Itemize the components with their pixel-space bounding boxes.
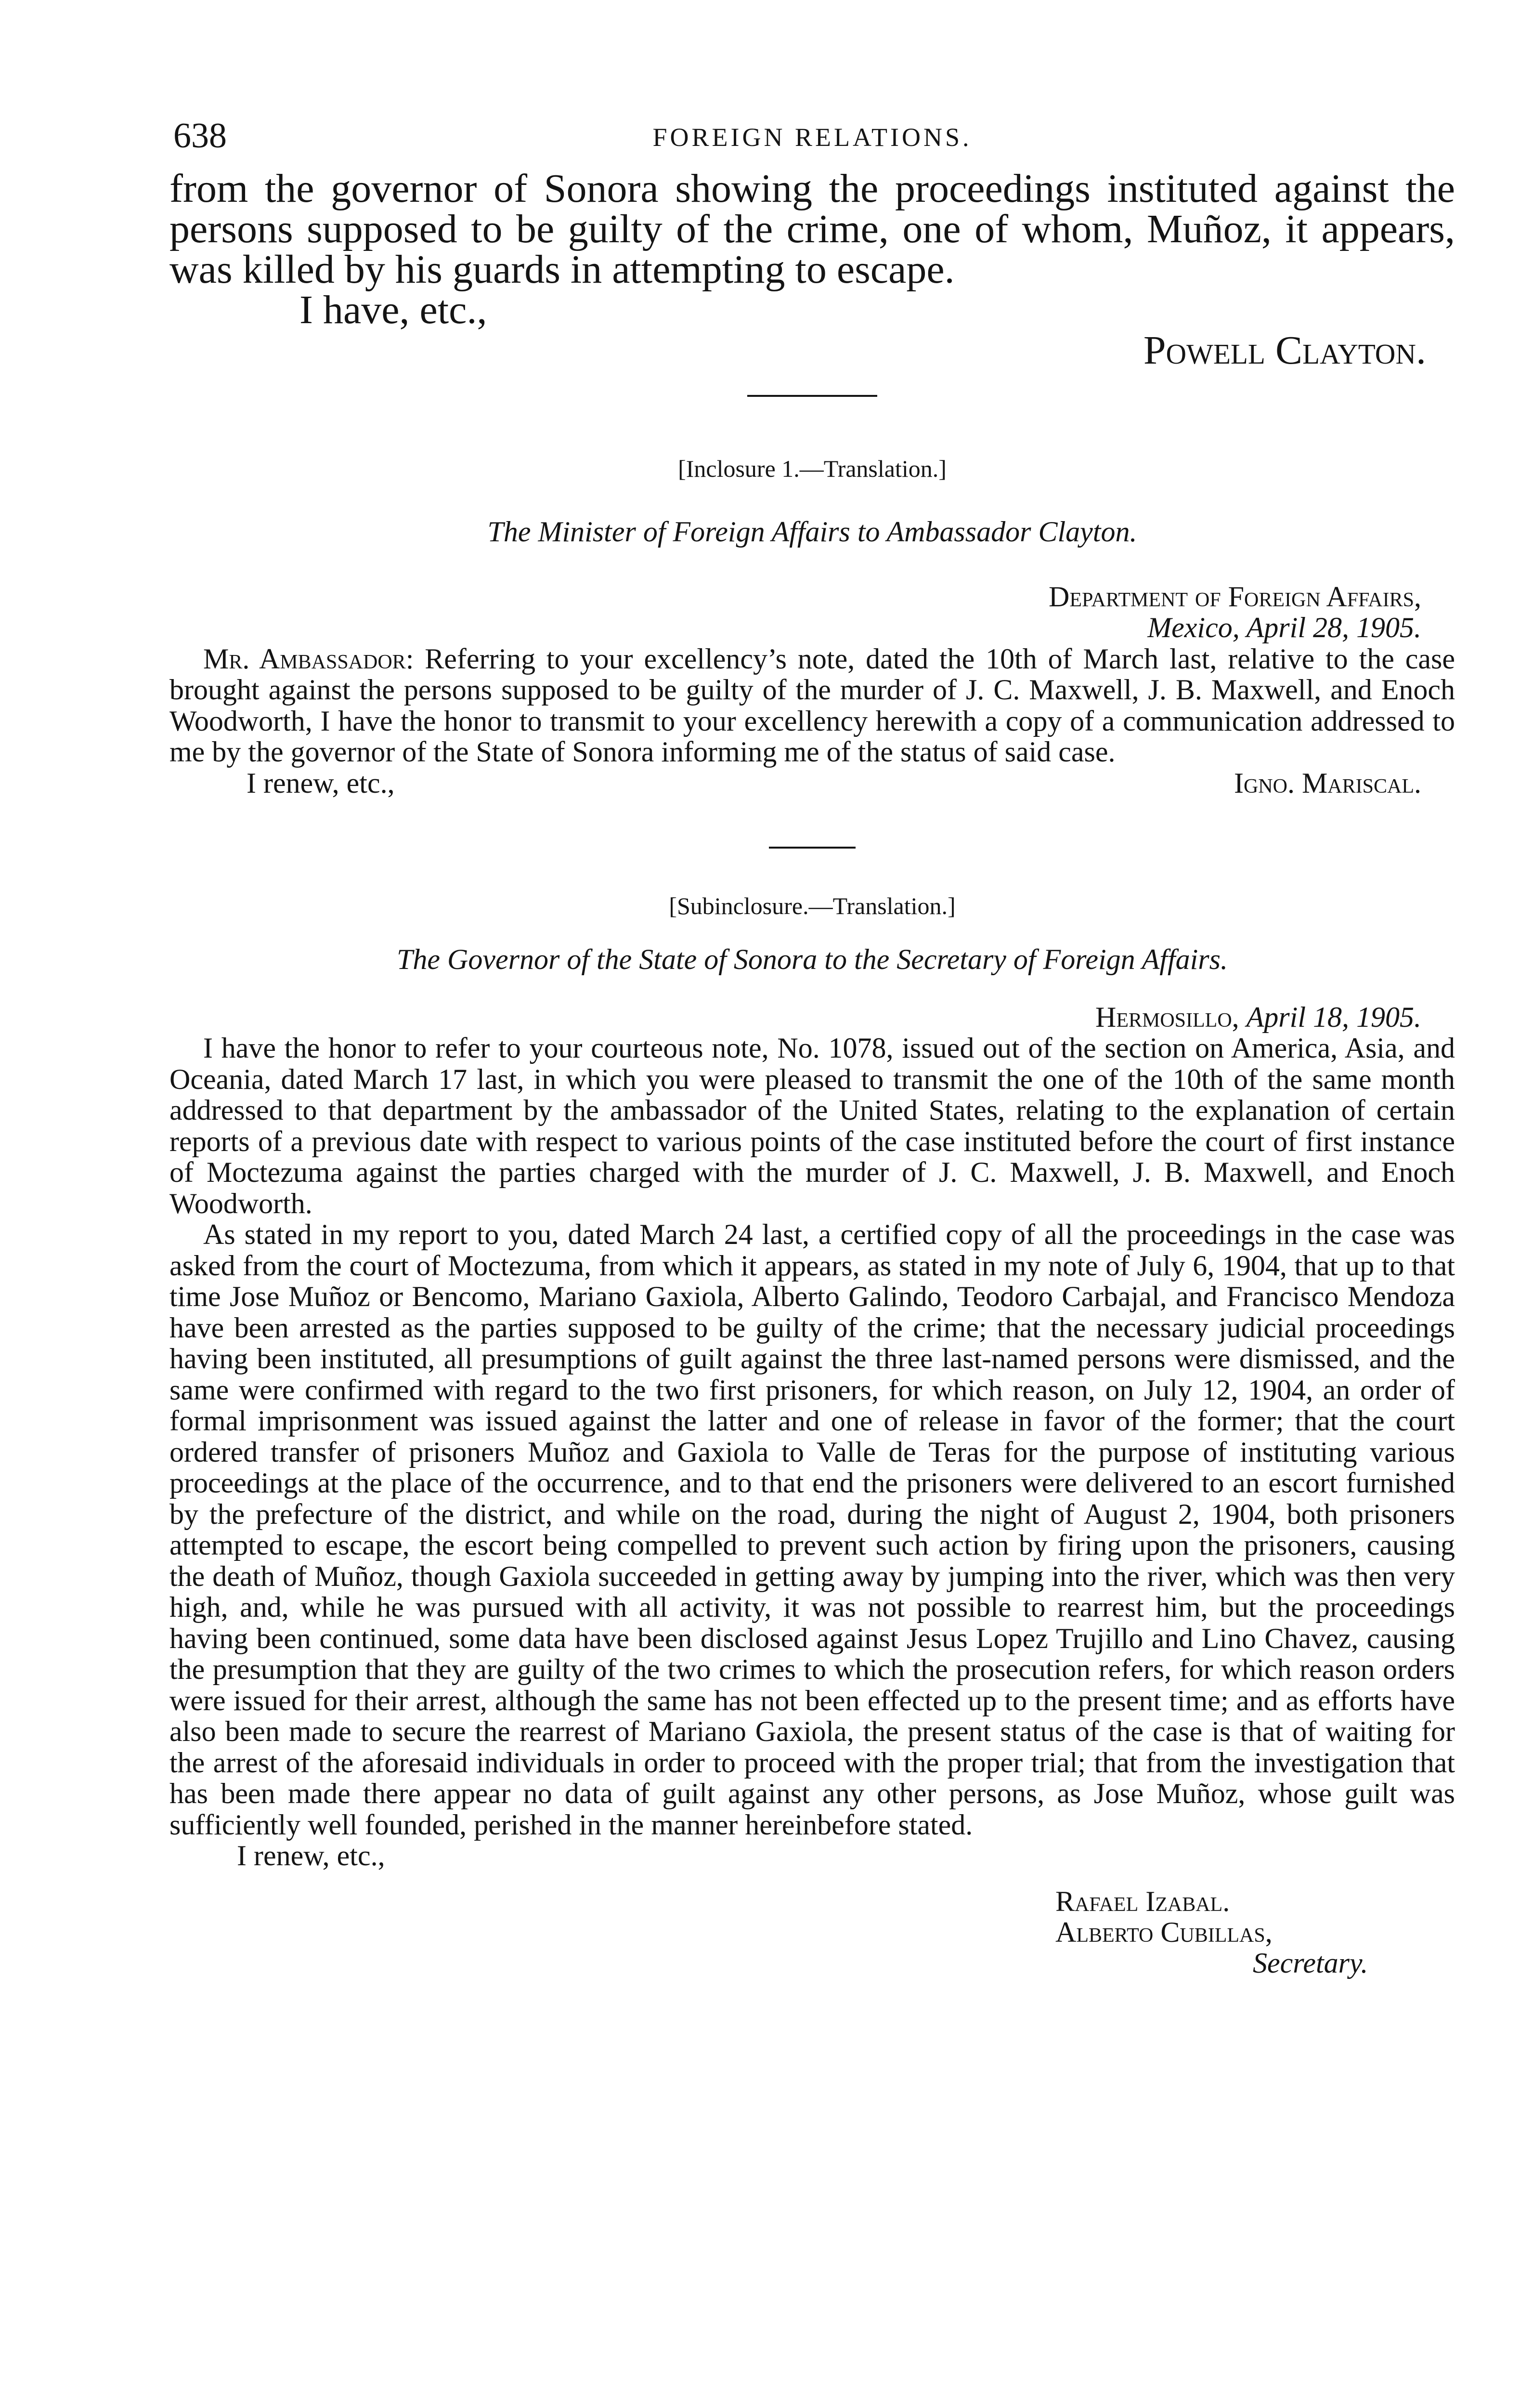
inclosure-body-text: Referring to your excellency’s note, dated the 10th of March last, relative to the case brought against the persons supposed to be guilty of the murder of J. C. Maxwell, J. B. Maxwell, and Enoch Woodworth, I have the honor to transmit to your excellency herewith a copy of a communication addressed to me by the governor of the State of Sonora informing me of the status of said case. — [169, 642, 1455, 768]
opening-paragraph: from the governor of Sonora showing the proceedings instituted against the persons supposed to be guilty of the crime, one of whom, Muñoz, it appears, was killed by his guards in attempting to escape. — [169, 166, 1455, 292]
inclosure-title: The Minister of Foreign Affairs to Ambassador Clayton. — [487, 516, 1137, 548]
salutation: Mr. Ambassador: — [203, 642, 414, 675]
document-page — [169, 116, 1455, 1978]
subinclosure-label: [Subinclosure.—Translation.] — [669, 892, 956, 919]
page-header — [169, 116, 1455, 169]
page-number: 638 — [173, 116, 227, 156]
subinclosure-title: The Governor of the State of Sonora to the Secretary of Foreign Affairs. — [397, 943, 1228, 975]
opening-closing: I have, etc., — [299, 288, 487, 332]
signature-cubillas-title: Secretary. — [1253, 1947, 1368, 1979]
subinclosure-place: Hermosillo, — [1095, 1001, 1239, 1033]
section-divider-2 — [769, 847, 856, 849]
opening-signature: Powell Clayton. — [1143, 328, 1426, 373]
subinclosure-closing: I renew, etc., — [237, 1840, 385, 1871]
inclosure-body — [169, 643, 1455, 768]
inclosure-closing-row — [169, 768, 1455, 799]
inclosure-label: [Inclosure 1.—Translation.] — [678, 455, 947, 482]
subinclosure-paragraph-1: I have the honor to refer to your courteous note, No. 1078, issued out of the section on America, Asia, and Oceania, dated March 17 last, in which you were pleased to transmit the one of the 10th of the same month addressed to that department by the ambassador of the United States, relating to the explanation of certain reports of a previous date with respect to various points of the case instituted before the court of first instance of Moctezuma against the parties charged with the murder of J. C. Maxwell, J. B. Maxwell, and Enoch Woodworth. — [169, 1032, 1455, 1219]
department-line: Department of Foreign Affairs, — [1049, 580, 1421, 613]
section-divider — [747, 395, 877, 397]
inclosure-signature: Igno. Mariscal. — [1234, 767, 1421, 799]
running-title: FOREIGN RELATIONS. — [652, 123, 972, 152]
subinclosure-date: April 18, 1905. — [1246, 1001, 1421, 1033]
inclosure-place-date: Mexico, April 28, 1905. — [1147, 612, 1421, 643]
inclosure-closing: I renew, etc., — [247, 767, 395, 799]
signature-izabal: Rafael Izabal. — [1055, 1885, 1230, 1917]
subinclosure-paragraph-2: As stated in my report to you, dated March 24 last, a certified copy of all the proceedings in the case was asked from the court of Moctezuma, from which it appears, as stated in my note of July 6, 1904, that up to that time Jose Muñoz or Bencomo, Mariano Gaxiola, Alberto Galindo, Teodoro Carbajal, and Francisco Mendoza have been arrested as the parties supposed to be guilty of the crime; that the necessary judicial proceedings having been instituted, all presumptions of guilt against the three last-named persons were dismissed, and the same were confirmed with regard to the two first prisoners, for which reason, on July 12, 1904, an order of formal imprisonment was issued against the latter and one of release in favor of the former; that the court ordered transfer of prisoners Muñoz and Gaxiola to Valle de Teras for the purpose of instituting various proceedings at the place of the occurrence, and to that end the prisoners were delivered to an escort furnished by the prefecture of the district, and while on the road, during the night of August 2, 1904, both prisoners attempted to escape, the escort being compelled to prevent such action by firing upon the prisoners, causing the death of Muñoz, though Gaxiola succeeded in getting away by jumping into the river, which was then very high, and, while he was pursued with all activity, it was not possible to rearrest him, but the proceedings having been continued, some data have been disclosed against Jesus Lopez Trujillo and Lino Chavez, causing the presumption that they are guilty of the two crimes to which the prosecution refers, for which reason orders were issued for their arrest, although the same has not been effected up to the present time; and as efforts have also been made to secure the rearrest of Mariano Gaxiola, the present status of the case is that of waiting for the arrest of the aforesaid individuals in order to proceed with the proper trial; that from the investigation that has been made there appear no data of guilt against any other persons, as Jose Muñoz, whose guilt was sufficiently well founded, perished in the manner hereinbefore stated. — [169, 1218, 1455, 1841]
subinclosure-place-date — [169, 1002, 1455, 1033]
subinclosure-signatures — [169, 1886, 1455, 1978]
signature-cubillas: Alberto Cubillas, — [1055, 1916, 1273, 1948]
